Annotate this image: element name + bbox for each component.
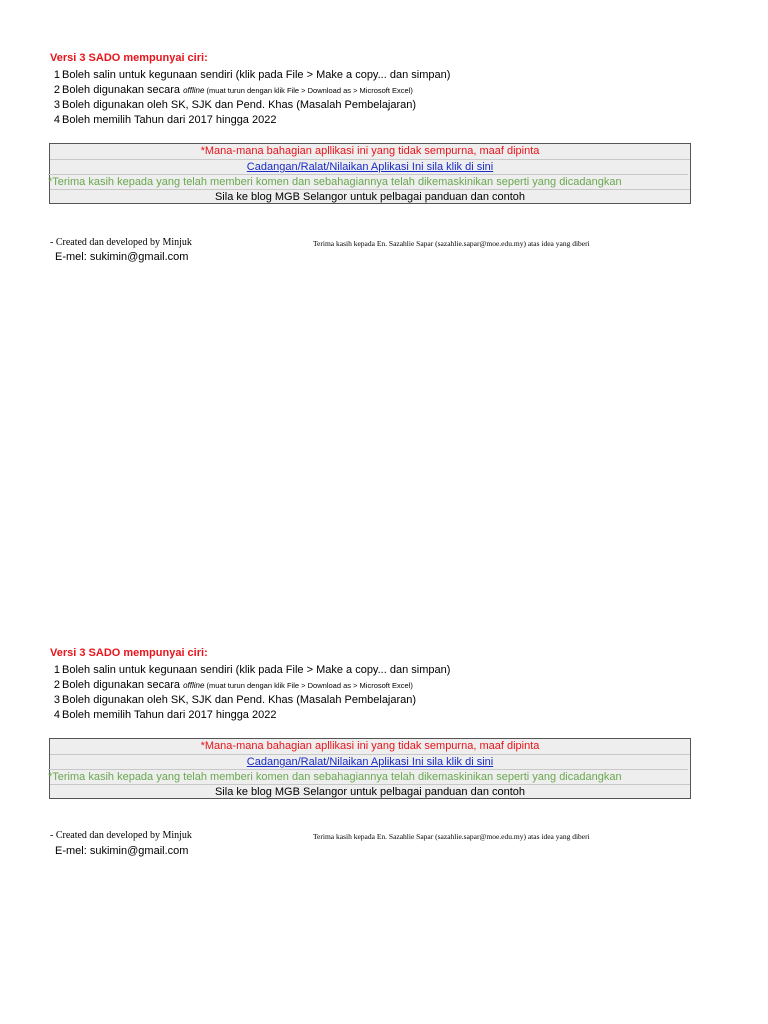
feature-text: Boleh memilih Tahun dari 2017 hingga 2022 — [62, 709, 277, 721]
feature-number: 2 — [53, 679, 60, 691]
features-title: Versi 3 SADO mempunyai ciri: — [50, 52, 208, 64]
feedback-link[interactable]: Cadangan/Ralat/Nilaikan Aplikasi Ini sila klik di sini — [50, 159, 690, 175]
feature-item-1 — [50, 663, 450, 678]
feature-number: 4 — [53, 709, 60, 721]
feature-text: Boleh digunakan secara — [62, 679, 184, 691]
feature-number: 3 — [53, 694, 60, 706]
feature-item-3 — [50, 693, 416, 708]
feature-text: Boleh salin untuk kegunaan sendiri (klik pada File > Make a copy... dan simpan) — [62, 69, 451, 81]
feature-text: Boleh memilih Tahun dari 2017 hingga 2022 — [62, 114, 277, 126]
blog-text: Sila ke blog MGB Selangor untuk pelbagai panduan dan contoh — [50, 189, 690, 205]
feature-number: 1 — [53, 69, 60, 81]
feature-number: 1 — [53, 664, 60, 676]
offline-label: offline — [183, 681, 205, 690]
feature-note: (muat turun dengan klik File > Download as > Microsoft Excel) — [204, 86, 413, 95]
feature-item-4 — [50, 708, 276, 723]
warning-text: *Mana-mana bahagian apllikasi ini yang tidak sempurna, maaf dipinta — [200, 740, 540, 752]
email-text: E-mel: sukimin@gmail.com — [55, 845, 189, 857]
feature-text: Boleh digunakan oleh SK, SJK dan Pend. Khas (Masalah Pembelajaran) — [62, 694, 417, 706]
features-title: Versi 3 SADO mempunyai ciri: — [50, 647, 208, 659]
warning-text: *Mana-mana bahagian apllikasi ini yang tidak sempurna, maaf dipinta — [200, 145, 540, 157]
acknowledgement-text: Terima kasih kepada En. Sazahlie Sapar (sazahlie.sapar@moe.edu.my) atas idea yang diberi — [313, 239, 590, 248]
feedback-link[interactable]: Cadangan/Ralat/Nilaikan Aplikasi Ini sila klik di sini — [50, 754, 690, 770]
credit-text: - Created dan developed by Minjuk — [50, 830, 192, 841]
acknowledgement-text: Terima kasih kepada En. Sazahlie Sapar (sazahlie.sapar@moe.edu.my) atas idea yang diberi — [313, 832, 590, 841]
feature-item-3 — [50, 98, 416, 113]
offline-label: offline — [183, 86, 205, 95]
notice-box — [49, 143, 691, 204]
blog-text: Sila ke blog MGB Selangor untuk pelbagai panduan dan contoh — [50, 784, 690, 800]
sheet-section-1 — [0, 52, 768, 292]
feature-text: Boleh digunakan oleh SK, SJK dan Pend. Khas (Masalah Pembelajaran) — [62, 99, 417, 111]
feature-item-2 — [50, 83, 413, 98]
notice-box — [49, 738, 691, 799]
feature-number: 4 — [53, 114, 60, 126]
feature-item-1 — [50, 68, 450, 83]
feature-item-4 — [50, 113, 276, 128]
credit-text: - Created dan developed by Minjuk — [50, 237, 192, 248]
feature-item-2 — [50, 678, 413, 693]
email-text: E-mel: sukimin@gmail.com — [55, 251, 189, 263]
feature-number: 2 — [53, 84, 60, 96]
thanks-text: *Terima kasih kepada yang telah memberi komen dan sebahagiannya telah dikemaskinikan seperti yang dicadangkan — [48, 769, 688, 785]
sheet-section-2 — [0, 647, 768, 887]
feature-note: (muat turun dengan klik File > Download as > Microsoft Excel) — [204, 681, 413, 690]
feature-number: 3 — [53, 99, 60, 111]
feature-text: Boleh digunakan secara — [62, 84, 184, 96]
feature-text: Boleh salin untuk kegunaan sendiri (klik pada File > Make a copy... dan simpan) — [62, 664, 451, 676]
thanks-text: *Terima kasih kepada yang telah memberi komen dan sebahagiannya telah dikemaskinikan seperti yang dicadangkan — [48, 174, 688, 190]
